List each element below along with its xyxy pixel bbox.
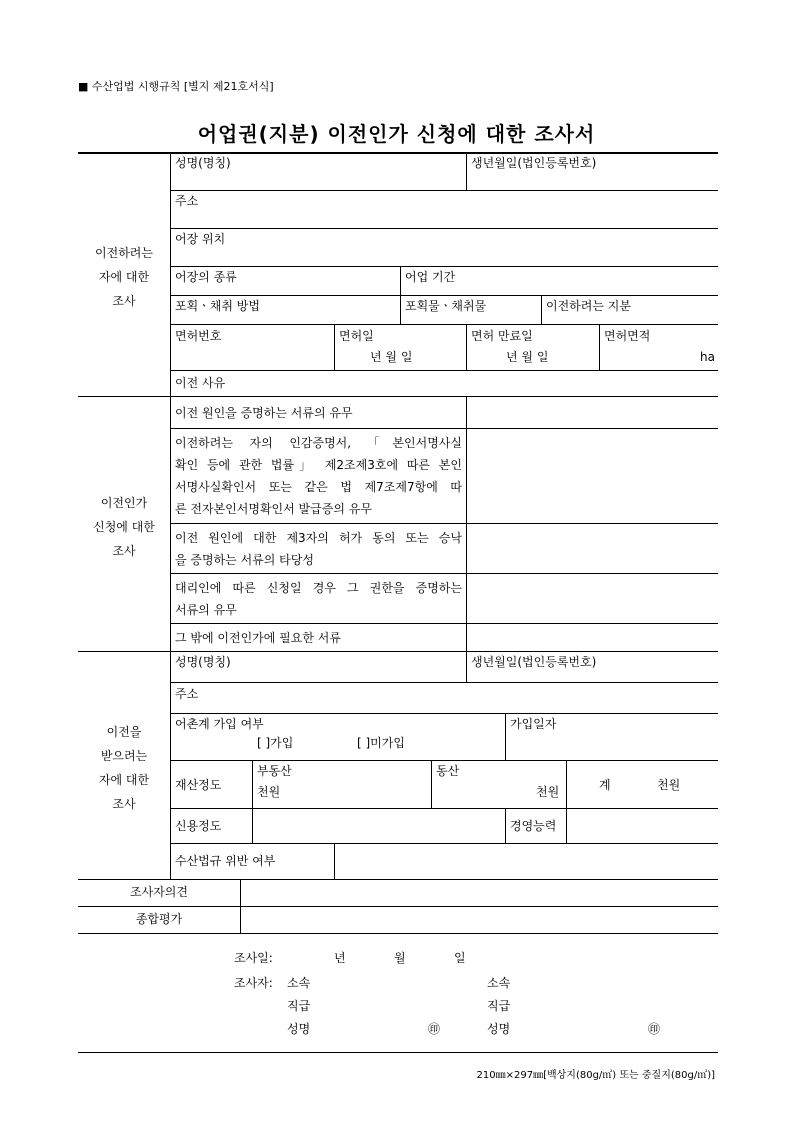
surveyor1-rank: 직급 (287, 999, 311, 1013)
movable-label: 동산 (436, 764, 460, 778)
realty-label: 부동산 (257, 764, 292, 778)
seal-icon: ㊞ (428, 1022, 441, 1036)
form-reference: ■ 수산업법 시행규칙 [별지 제21호서식] (78, 80, 274, 93)
not-joined-checkbox[interactable]: [ ]미가입 (357, 736, 405, 750)
section-transferee-label: 이전을 받으려는 자에 대한 조사 (98, 725, 150, 811)
license-date-label: 면허일 (339, 329, 374, 343)
catch-items-label: 포획물ㆍ채취물 (405, 299, 487, 313)
surveyor1-name: 성명 (287, 1022, 311, 1036)
transferee-address-label: 주소 (175, 687, 199, 701)
other-docs: 그 밖에 이전인가에 필요한 서류 (175, 631, 341, 645)
transferee-name-label: 성명(명칭) (175, 655, 231, 669)
license-number-label: 면허번호 (175, 329, 222, 343)
transferor-address-label: 주소 (175, 194, 199, 208)
joined-checkbox[interactable]: [ ]가입 (257, 736, 294, 750)
credit-label: 신용정도 (175, 819, 222, 833)
survey-month: 월 (394, 951, 406, 965)
catch-method-label: 포획ㆍ채취 방법 (175, 299, 260, 313)
fishery-period-label: 어업 기간 (405, 270, 456, 284)
seal-icon: ㊞ (648, 1022, 661, 1036)
surveyor-label: 조사자: (234, 976, 273, 990)
surveyor2-affiliation: 소속 (487, 976, 511, 990)
surveyor2-name: 성명 (487, 1022, 511, 1036)
paper-spec: 210㎜×297㎜[백상지(80g/㎡) 또는 중질지(80g/㎡)] (476, 1070, 715, 1081)
total-unit: 천원 (657, 778, 681, 792)
management-label: 경영능력 (510, 819, 557, 833)
agent-authority-docs: 대리인에 따른 신청일 경우 그 권한을 증명하는 서류의 유무 (175, 581, 462, 617)
surveyor1-affiliation: 소속 (287, 976, 311, 990)
surveyor-opinion-label: 조사자의견 (130, 885, 188, 899)
realty-unit: 천원 (257, 785, 281, 799)
transfer-evidence-docs: 이전 원인을 증명하는 서류의 유무 (175, 406, 353, 420)
join-date-label: 가입일자 (510, 717, 557, 731)
coop-membership-label: 어촌계 가입 여부 (175, 717, 264, 731)
overall-evaluation-label: 종합평가 (135, 912, 183, 926)
section-application-label: 이전인가 신청에 대한 조사 (93, 496, 155, 558)
section-transferor-label: 이전하려는 자에 대한 조사 (95, 246, 153, 308)
surveyor2-rank: 직급 (487, 999, 511, 1013)
assets-label: 재산정도 (175, 778, 222, 792)
violation-label: 수산법규 위반 여부 (175, 854, 276, 868)
transferor-birth-label: 생년월일(법인등록번호) (471, 156, 597, 170)
transfer-reason-label: 이전 사유 (175, 376, 226, 390)
license-date-format: 년 월 일 (370, 350, 413, 364)
fishery-location-label: 어장 위치 (175, 232, 226, 246)
transferor-name-label: 성명(명칭) (175, 156, 231, 170)
third-party-consent-docs: 이전 원인에 대한 제3자의 허가 동의 또는 승낙 을 증명하는 서류의 타당성 (175, 531, 462, 567)
license-expiry-format: 년 월 일 (506, 350, 549, 364)
transfer-share-label: 이전하려는 지분 (546, 299, 631, 313)
transferee-birth-label: 생년월일(법인등록번호) (471, 655, 597, 669)
total-label: 계 (599, 778, 611, 792)
survey-year: 년 (334, 951, 346, 965)
survey-day: 일 (454, 951, 466, 965)
movable-unit: 천원 (536, 785, 560, 799)
seal-certificate-docs: 이전하려는 자의 인감증명서, 「본인서명사실 확인 등에 관한 법률」 제2조제3호에 따른 본인 서명사실확인서 또는 같은 법 제7조제7항에 따 른 전자본인서명확인서 발급증의 유무 (175, 436, 462, 516)
fishery-type-label: 어장의 종류 (175, 270, 237, 284)
page-title: 어업권(지분) 이전인가 신청에 대한 조사서 (197, 122, 596, 146)
area-unit: ha (700, 350, 715, 364)
survey-date-label: 조사일: (234, 951, 273, 965)
license-area-label: 면허면적 (604, 329, 651, 343)
license-expiry-label: 면허 만료일 (471, 329, 533, 343)
